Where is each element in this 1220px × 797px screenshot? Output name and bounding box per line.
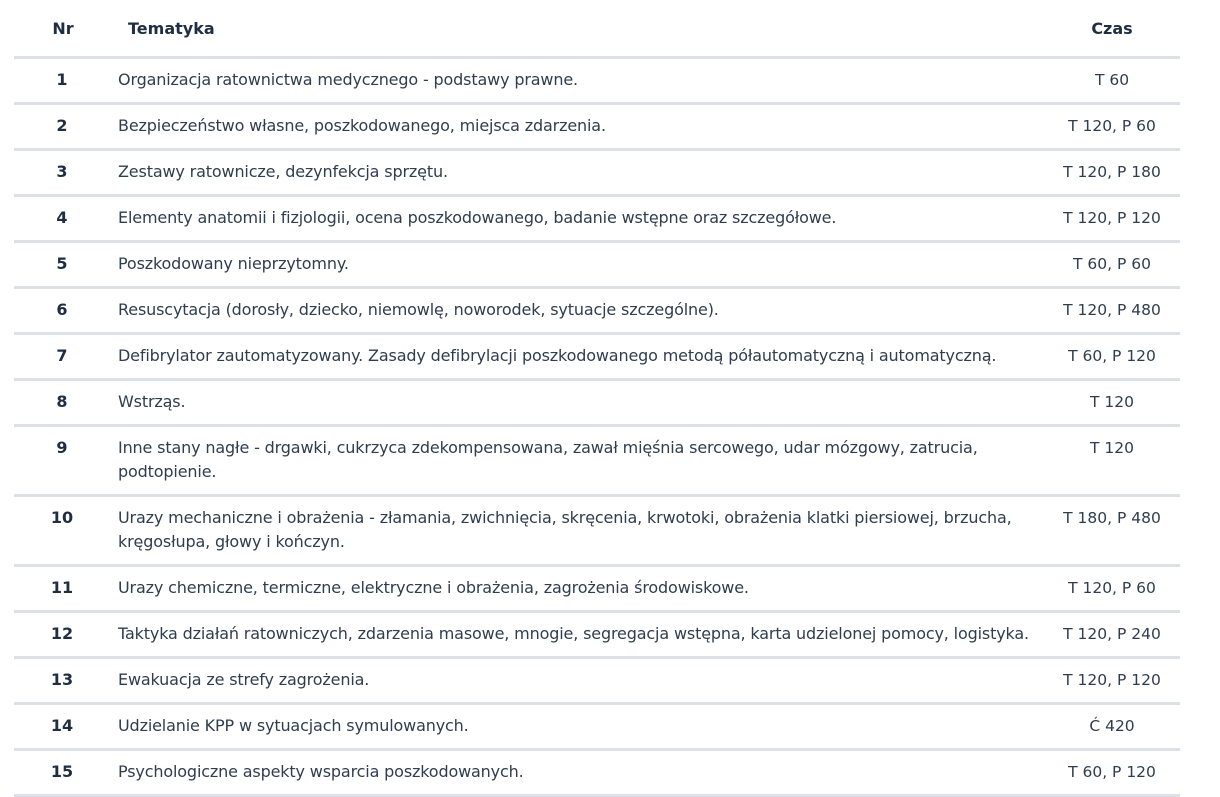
table-row [14,58,1180,104]
row-number: 13 [14,658,110,704]
table-row [14,496,1180,566]
table-row [14,196,1180,242]
header-row [14,0,1180,58]
row-time: T 120, P 180 [1044,150,1180,196]
row-number: 9 [14,426,110,496]
table-row [14,566,1180,612]
table-row [14,658,1180,704]
header-topic: Tematyka [110,0,1044,58]
row-time: T 120, P 60 [1044,104,1180,150]
row-topic: Wstrząs. [110,380,1044,426]
row-time: T 60 [1044,58,1180,104]
row-topic: Udzielanie KPP w sytuacjach symulowanych. [110,704,1044,750]
table-row [14,150,1180,196]
header-nr: Nr [14,0,110,58]
row-topic: Urazy chemiczne, termiczne, elektryczne i obrażenia, zagrożenia środowiskowe. [110,566,1044,612]
row-number: 5 [14,242,110,288]
row-time: T 60, P 120 [1044,750,1180,796]
table-row [14,750,1180,796]
table-row [14,288,1180,334]
row-topic: Zestawy ratownicze, dezynfekcja sprzętu. [110,150,1044,196]
row-topic: Ewakuacja ze strefy zagrożenia. [110,658,1044,704]
table-row [14,104,1180,150]
row-topic: Urazy mechaniczne i obrażenia - złamania, zwichnięcia, skręcenia, krwotoki, obrażenia klatki piersiowej, brzucha, kręgosłupa, głowy i kończyn. [110,496,1044,566]
row-topic: Elementy anatomii i fizjologii, ocena poszkodowanego, badanie wstępne oraz szczegółowe. [110,196,1044,242]
table-row [14,380,1180,426]
table-body [14,58,1180,796]
row-time: T 120, P 120 [1044,658,1180,704]
row-topic: Poszkodowany nieprzytomny. [110,242,1044,288]
row-number: 1 [14,58,110,104]
table-header [14,0,1180,58]
row-number: 2 [14,104,110,150]
row-number: 10 [14,496,110,566]
row-number: 7 [14,334,110,380]
row-time: T 120 [1044,426,1180,496]
row-number: 6 [14,288,110,334]
row-time: T 180, P 480 [1044,496,1180,566]
row-time: T 120, P 60 [1044,566,1180,612]
row-topic: Psychologiczne aspekty wsparcia poszkodowanych. [110,750,1044,796]
row-time: Ć 420 [1044,704,1180,750]
row-time: T 60, P 120 [1044,334,1180,380]
row-time: T 120 [1044,380,1180,426]
row-number: 4 [14,196,110,242]
row-topic: Inne stany nagłe - drgawki, cukrzyca zdekompensowana, zawał mięśnia sercowego, udar mózgowy, zatrucia, podtopienie. [110,426,1044,496]
row-time: T 120, P 240 [1044,612,1180,658]
row-topic: Defibrylator zautomatyzowany. Zasady defibrylacji poszkodowanego metodą półautomatyczną i automatyczną. [110,334,1044,380]
table-row [14,426,1180,496]
table-row [14,334,1180,380]
row-number: 12 [14,612,110,658]
row-topic: Organizacja ratownictwa medycznego - podstawy prawne. [110,58,1044,104]
row-number: 14 [14,704,110,750]
row-number: 8 [14,380,110,426]
header-time: Czas [1044,0,1180,58]
table-row [14,704,1180,750]
row-number: 3 [14,150,110,196]
row-topic: Resuscytacja (dorosły, dziecko, niemowlę, noworodek, sytuacje szczególne). [110,288,1044,334]
table-row [14,242,1180,288]
table-row [14,612,1180,658]
row-time: T 120, P 480 [1044,288,1180,334]
row-time: T 120, P 120 [1044,196,1180,242]
row-time: T 60, P 60 [1044,242,1180,288]
curriculum-table [14,0,1180,797]
row-topic: Bezpieczeństwo własne, poszkodowanego, miejsca zdarzenia. [110,104,1044,150]
row-number: 11 [14,566,110,612]
curriculum-table-container [14,0,1180,797]
row-number: 15 [14,750,110,796]
row-topic: Taktyka działań ratowniczych, zdarzenia masowe, mnogie, segregacja wstępna, karta udzielonej pomocy, logistyka. [110,612,1044,658]
